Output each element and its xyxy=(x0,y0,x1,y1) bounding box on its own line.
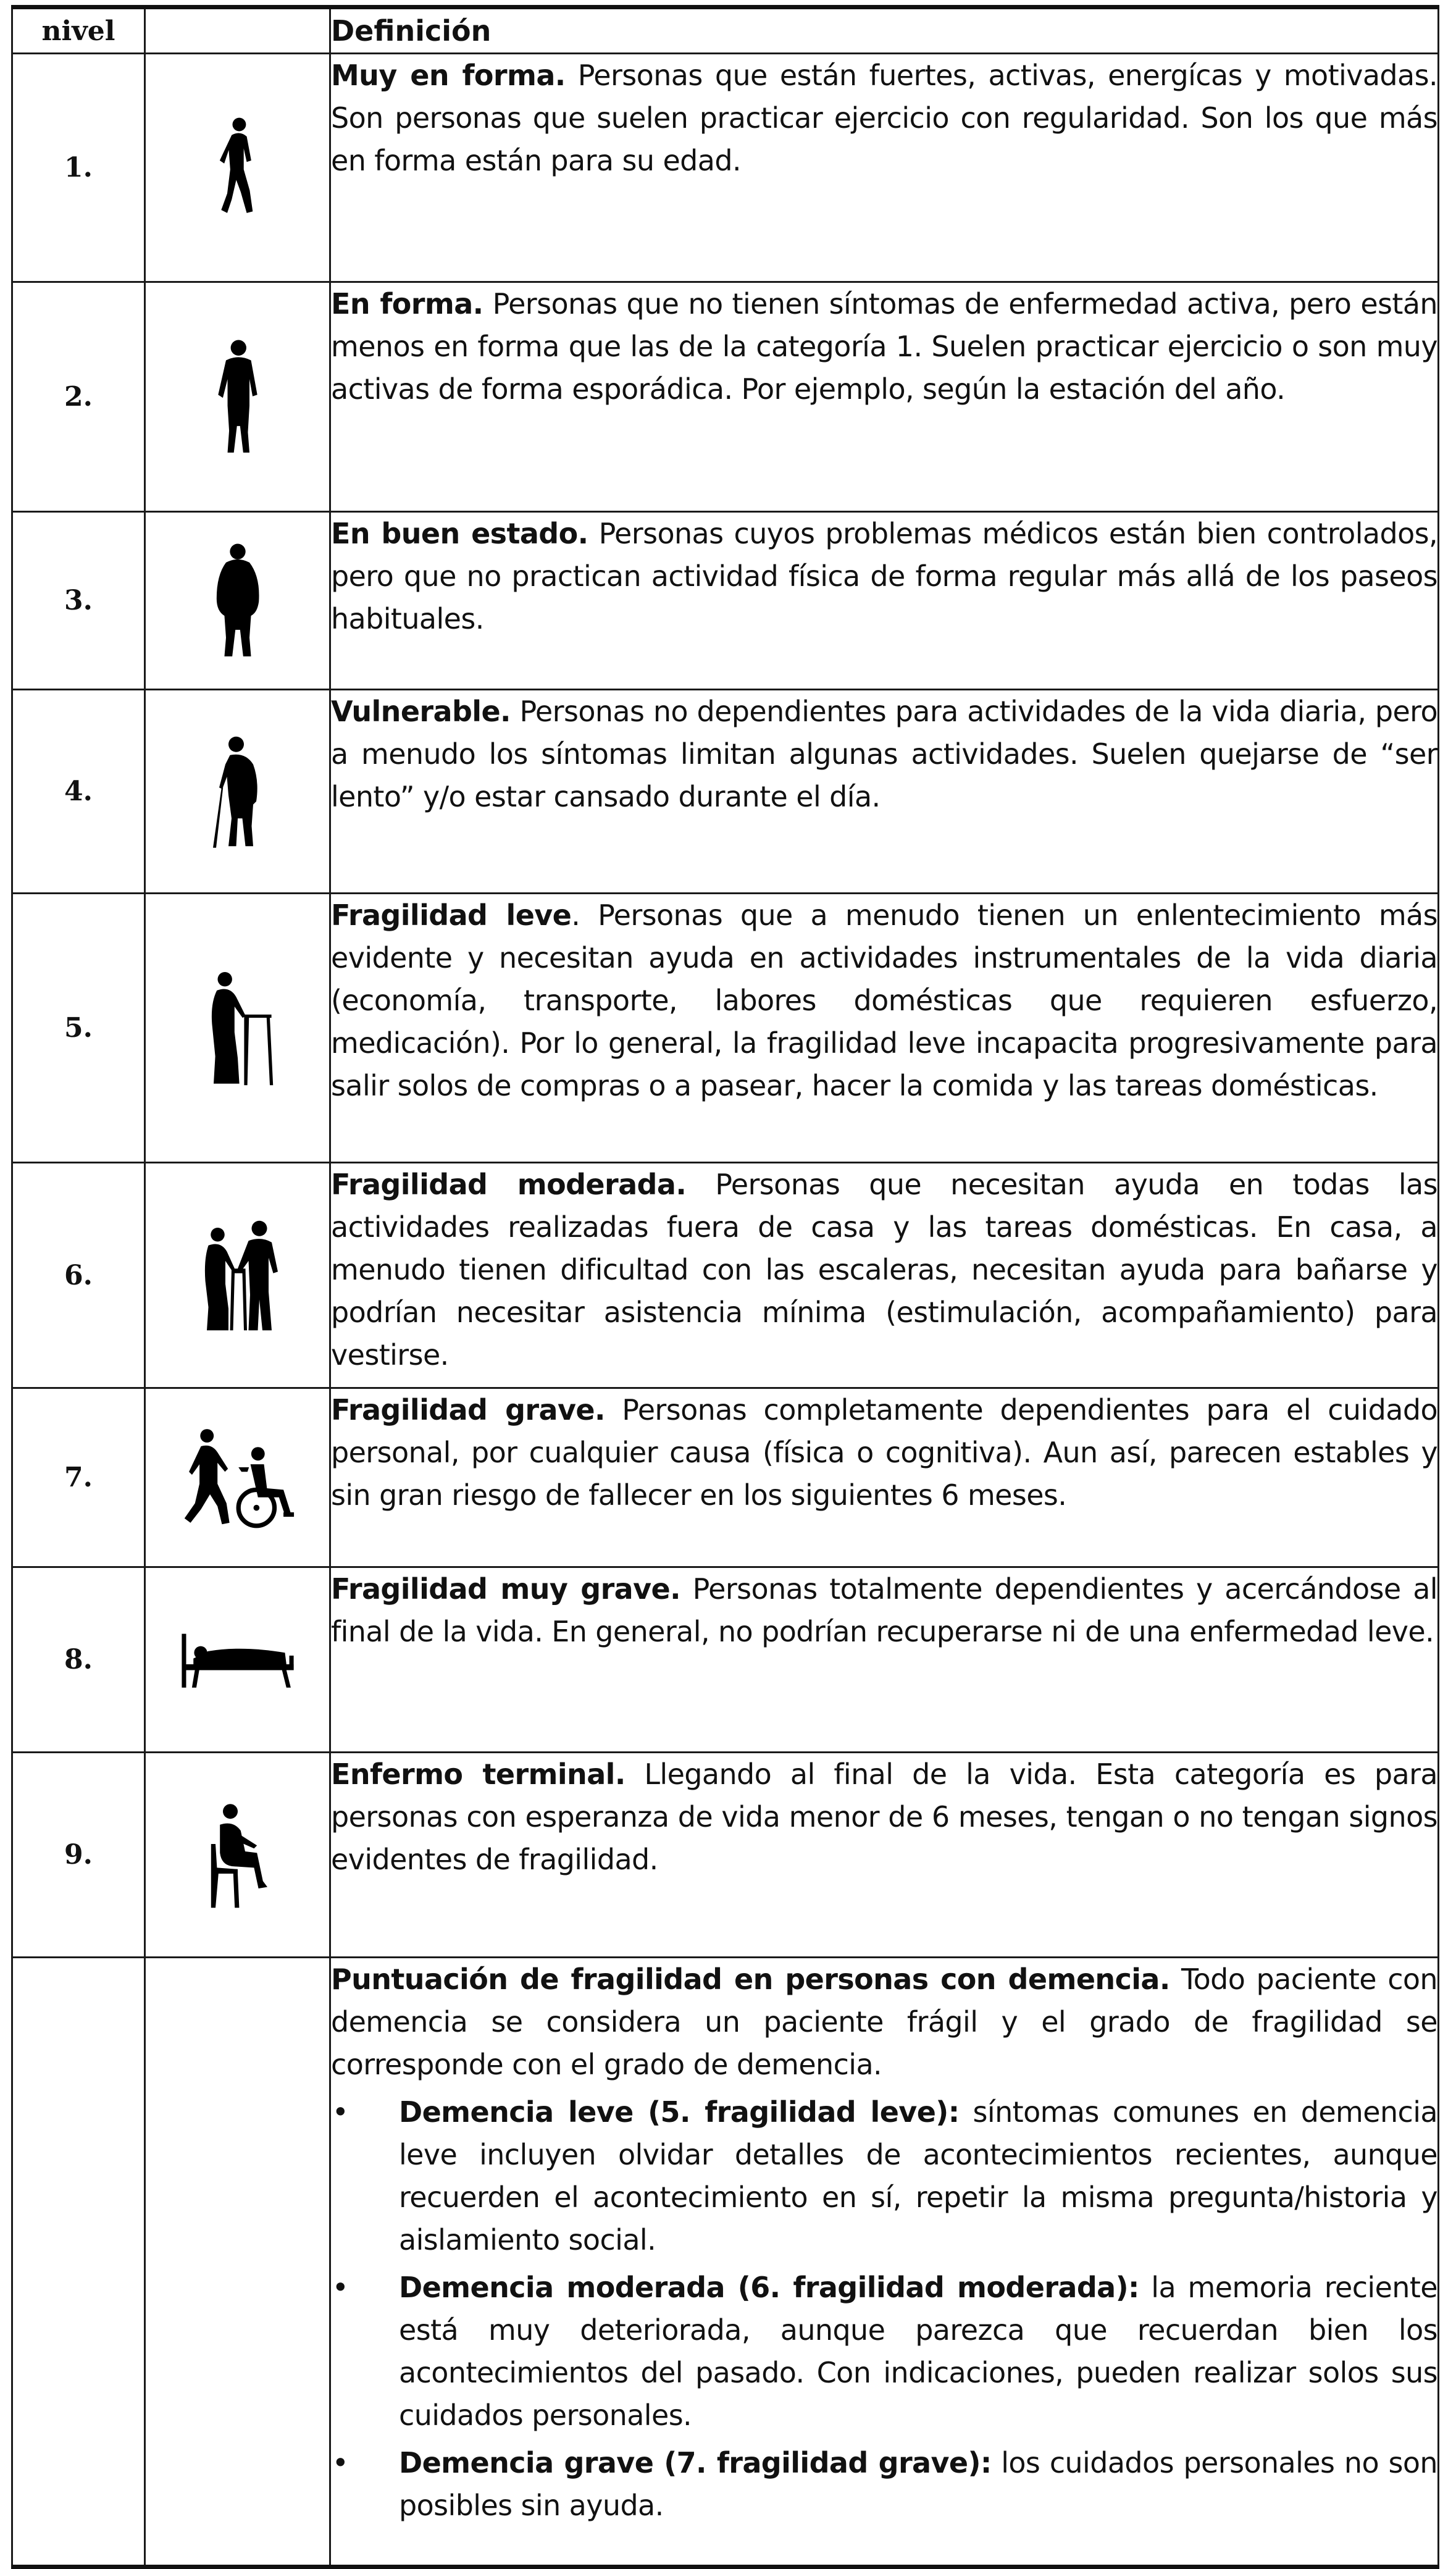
level-description: Personas completamente dependientes para el cuidado personal, por cualquier causa (física o cognitiva). Aun así, parecen estables y sin gran riesgo de fallecer en los siguientes 6 meses. xyxy=(331,1393,1438,1512)
level-title: En buen estado. xyxy=(331,517,588,550)
table-row xyxy=(12,54,1439,282)
level-title: Vulnerable. xyxy=(331,695,511,728)
bullet-icon: • xyxy=(332,2271,349,2304)
person-heavy-icon xyxy=(210,542,266,660)
nivel-cell: 9. xyxy=(12,1753,145,1958)
level-description: Personas que están fuertes, activas, energícas y motivadas. Son personas que suelen practicar ejercicio con regularidad. Son los que más en forma están para su edad. xyxy=(331,59,1437,177)
person-seated-icon xyxy=(201,1796,275,1914)
dementia-title: Puntuación de fragilidad en personas con demencia. xyxy=(331,1963,1170,1996)
nivel-cell: 7. xyxy=(12,1388,145,1567)
level-description: Personas no dependientes para actividades de la vida diaria, pero a menudo los síntomas limitan algunas actividades. Suelen quejarse de “ser lento” y/o estar cansado durante el día. xyxy=(331,695,1437,813)
list-item: • Demencia grave (7. fragilidad grave): los cuidados personales no son posibles sin ayuda. xyxy=(331,2442,1437,2527)
table-row xyxy=(12,282,1439,512)
person-assisted-walking-icon xyxy=(191,1215,284,1336)
clinical-frailty-scale-table xyxy=(11,5,1439,2569)
table-row xyxy=(12,1567,1439,1753)
person-standing-icon xyxy=(210,338,266,456)
level-title: Muy en forma. xyxy=(331,59,566,92)
nivel-cell: 4. xyxy=(12,690,145,894)
level-title-period: . xyxy=(571,899,580,932)
nivel-cell: 5. xyxy=(12,894,145,1163)
table-row xyxy=(12,690,1439,894)
nivel-cell: 2. xyxy=(12,282,145,512)
person-walking-icon xyxy=(213,115,262,220)
table-row xyxy=(12,512,1439,690)
list-item: • Demencia leve (5. fragilidad leve): síntomas comunes en demencia leve incluyen olvidar detalles de acontecimientos recientes, aunque recuerden el acontecimiento en sí, repetir la misma pregunta/historia y aislamiento social. xyxy=(331,2091,1437,2261)
list-item: • Demencia moderada (6. fragilidad moderada): la memoria reciente está muy deteriorada, aunque parezca que recuerdan bien los acontecimientos del pasado. Con indicaciones, pueden realizar solos sus cuidados personales. xyxy=(331,2266,1437,2437)
bullet-icon: • xyxy=(332,2446,349,2479)
level-title: Fragilidad grave. xyxy=(331,1393,605,1427)
header-definicion: Definición xyxy=(330,7,1439,54)
level-description: Personas que necesitan ayuda en todas las actividades realizadas fuera de casa y las tareas domésticas. En casa, a menudo tienen dificultad con las escaleras, necesitan ayuda para bañarse y podrían necesitar asistencia mínima (estimulación, acompañamiento) para vestirse. xyxy=(331,1168,1437,1372)
level-title: Enfermo terminal. xyxy=(331,1758,625,1791)
level-title: Fragilidad leve xyxy=(331,899,572,932)
nivel-cell: 1. xyxy=(12,54,145,282)
person-with-walker-icon xyxy=(198,966,278,1090)
level-title: Fragilidad moderada. xyxy=(331,1168,687,1201)
level-description: Llegando al final de la vida. Esta categoría es para personas con esperanza de vida menor de 6 meses, tengan o no tengan signos evidentes de fragilidad. xyxy=(331,1758,1437,1876)
person-in-bed-icon xyxy=(176,1623,299,1697)
table-row xyxy=(12,1753,1439,1958)
nivel-cell: 8. xyxy=(12,1567,145,1753)
table-row xyxy=(12,1388,1439,1567)
level-description: Personas totalmente dependientes y acercándose al final de la vida. En general, no podrían recuperarse ni de una enfermedad leve. xyxy=(331,1572,1437,1648)
nivel-cell: 6. xyxy=(12,1163,145,1388)
person-with-cane-icon xyxy=(207,731,269,852)
level-description: Personas cuyos problemas médicos están bien controlados, pero que no practican actividad física de forma regular más allá de los paseos habituales. xyxy=(331,517,1437,635)
table-row xyxy=(12,1163,1439,1388)
dementia-cell xyxy=(330,1958,1439,2567)
level-description: Personas que a menudo tienen un enlentecimiento más evidente y necesitan ayuda en actividades instrumentales de la vida diaria (economía, transporte, labores domésticas que requieren esfuerzo, medicación). Por lo general, la fragilidad leve incapacita progresivamente para salir solos de compras o a pasear, hacer la comida y las tareas domésticas. xyxy=(331,899,1437,1102)
dementia-intro: Todo paciente con demencia se considera un paciente frágil y el grado de fragilidad se corresponde con el grado de demencia. xyxy=(331,1963,1437,2081)
table-row xyxy=(12,1958,1439,2567)
table-header-row xyxy=(12,7,1439,54)
dementia-list xyxy=(331,2091,1437,2527)
header-icon xyxy=(145,7,330,54)
level-description: Personas que no tienen síntomas de enfermedad activa, pero están menos en forma que las de la categoría 1. Suelen practicar ejercicio o son muy activas de forma esporádica. Por ejemplo, según la estación del año. xyxy=(331,287,1437,406)
level-title: En forma. xyxy=(331,287,483,321)
bullet-icon: • xyxy=(332,2095,349,2129)
table-row xyxy=(12,894,1439,1163)
person-in-wheelchair-icon xyxy=(173,1425,303,1530)
header-nivel: nivel xyxy=(12,7,145,54)
level-title: Fragilidad muy grave. xyxy=(331,1572,680,1606)
nivel-cell: 3. xyxy=(12,512,145,690)
